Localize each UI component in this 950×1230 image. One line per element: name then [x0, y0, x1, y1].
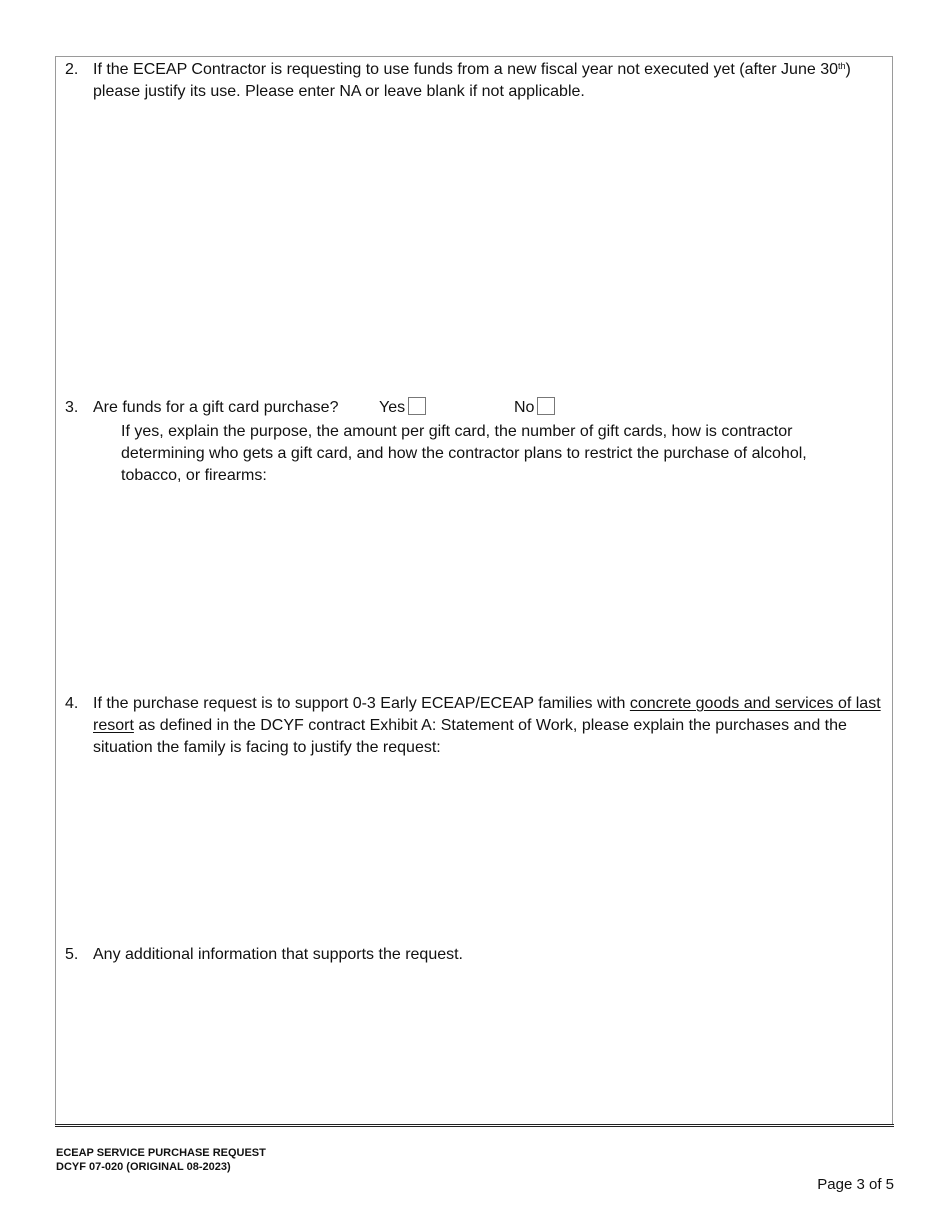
- page-number: Page 3 of 5: [817, 1176, 894, 1193]
- q5-answer-field[interactable]: [57, 972, 891, 1122]
- question-text: If the purchase request is to support 0-3 Early ECEAP/ECEAP families with concrete goods and services of last resort as defined in the DCYF contract Exhibit A: Statement of Work, please explain the purchases and the situation the family is facing to justify the request:: [93, 695, 881, 756]
- yes-checkbox[interactable]: [408, 397, 426, 415]
- question-number: 2.: [65, 61, 79, 78]
- question-number: 4.: [65, 695, 79, 712]
- q2-answer-field[interactable]: [57, 107, 891, 392]
- question-number: 5.: [65, 946, 79, 963]
- no-option: [514, 397, 555, 419]
- form-section-box: [55, 56, 893, 1124]
- form-footer: [56, 1146, 266, 1174]
- no-label: No: [514, 399, 535, 416]
- q3-answer-field[interactable]: [57, 489, 891, 689]
- question-text: Are funds for a gift card purchase?: [93, 399, 339, 416]
- form-bottom-rule: [55, 1124, 894, 1127]
- q4-answer-field[interactable]: [57, 763, 891, 938]
- superscript: th: [837, 61, 846, 71]
- yes-option: [379, 397, 426, 419]
- question-text: Any additional information that supports the request.: [93, 946, 463, 963]
- form-code: DCYF 07-020 (ORIGINAL 08-2023): [56, 1161, 231, 1173]
- no-checkbox[interactable]: [537, 397, 555, 415]
- underlined-term: concrete goods and services of last resort: [93, 695, 881, 734]
- question-number: 3.: [65, 399, 79, 416]
- question-3: [56, 397, 894, 419]
- form-title: ECEAP SERVICE PURCHASE REQUEST: [56, 1147, 266, 1159]
- yes-label: Yes: [379, 399, 406, 416]
- followup-text: If yes, explain the purpose, the amount per gift card, the number of gift cards, how is contractor determining who gets a gift card, and how the contractor plans to restrict the purchase of alcohol, tobacco, or firearms:: [121, 423, 807, 484]
- question-text: If the ECEAP Contractor is requesting to use funds from a new fiscal year not executed yet (after June 30th) please justify its use. Please enter NA or leave blank if not applicable.: [93, 61, 851, 100]
